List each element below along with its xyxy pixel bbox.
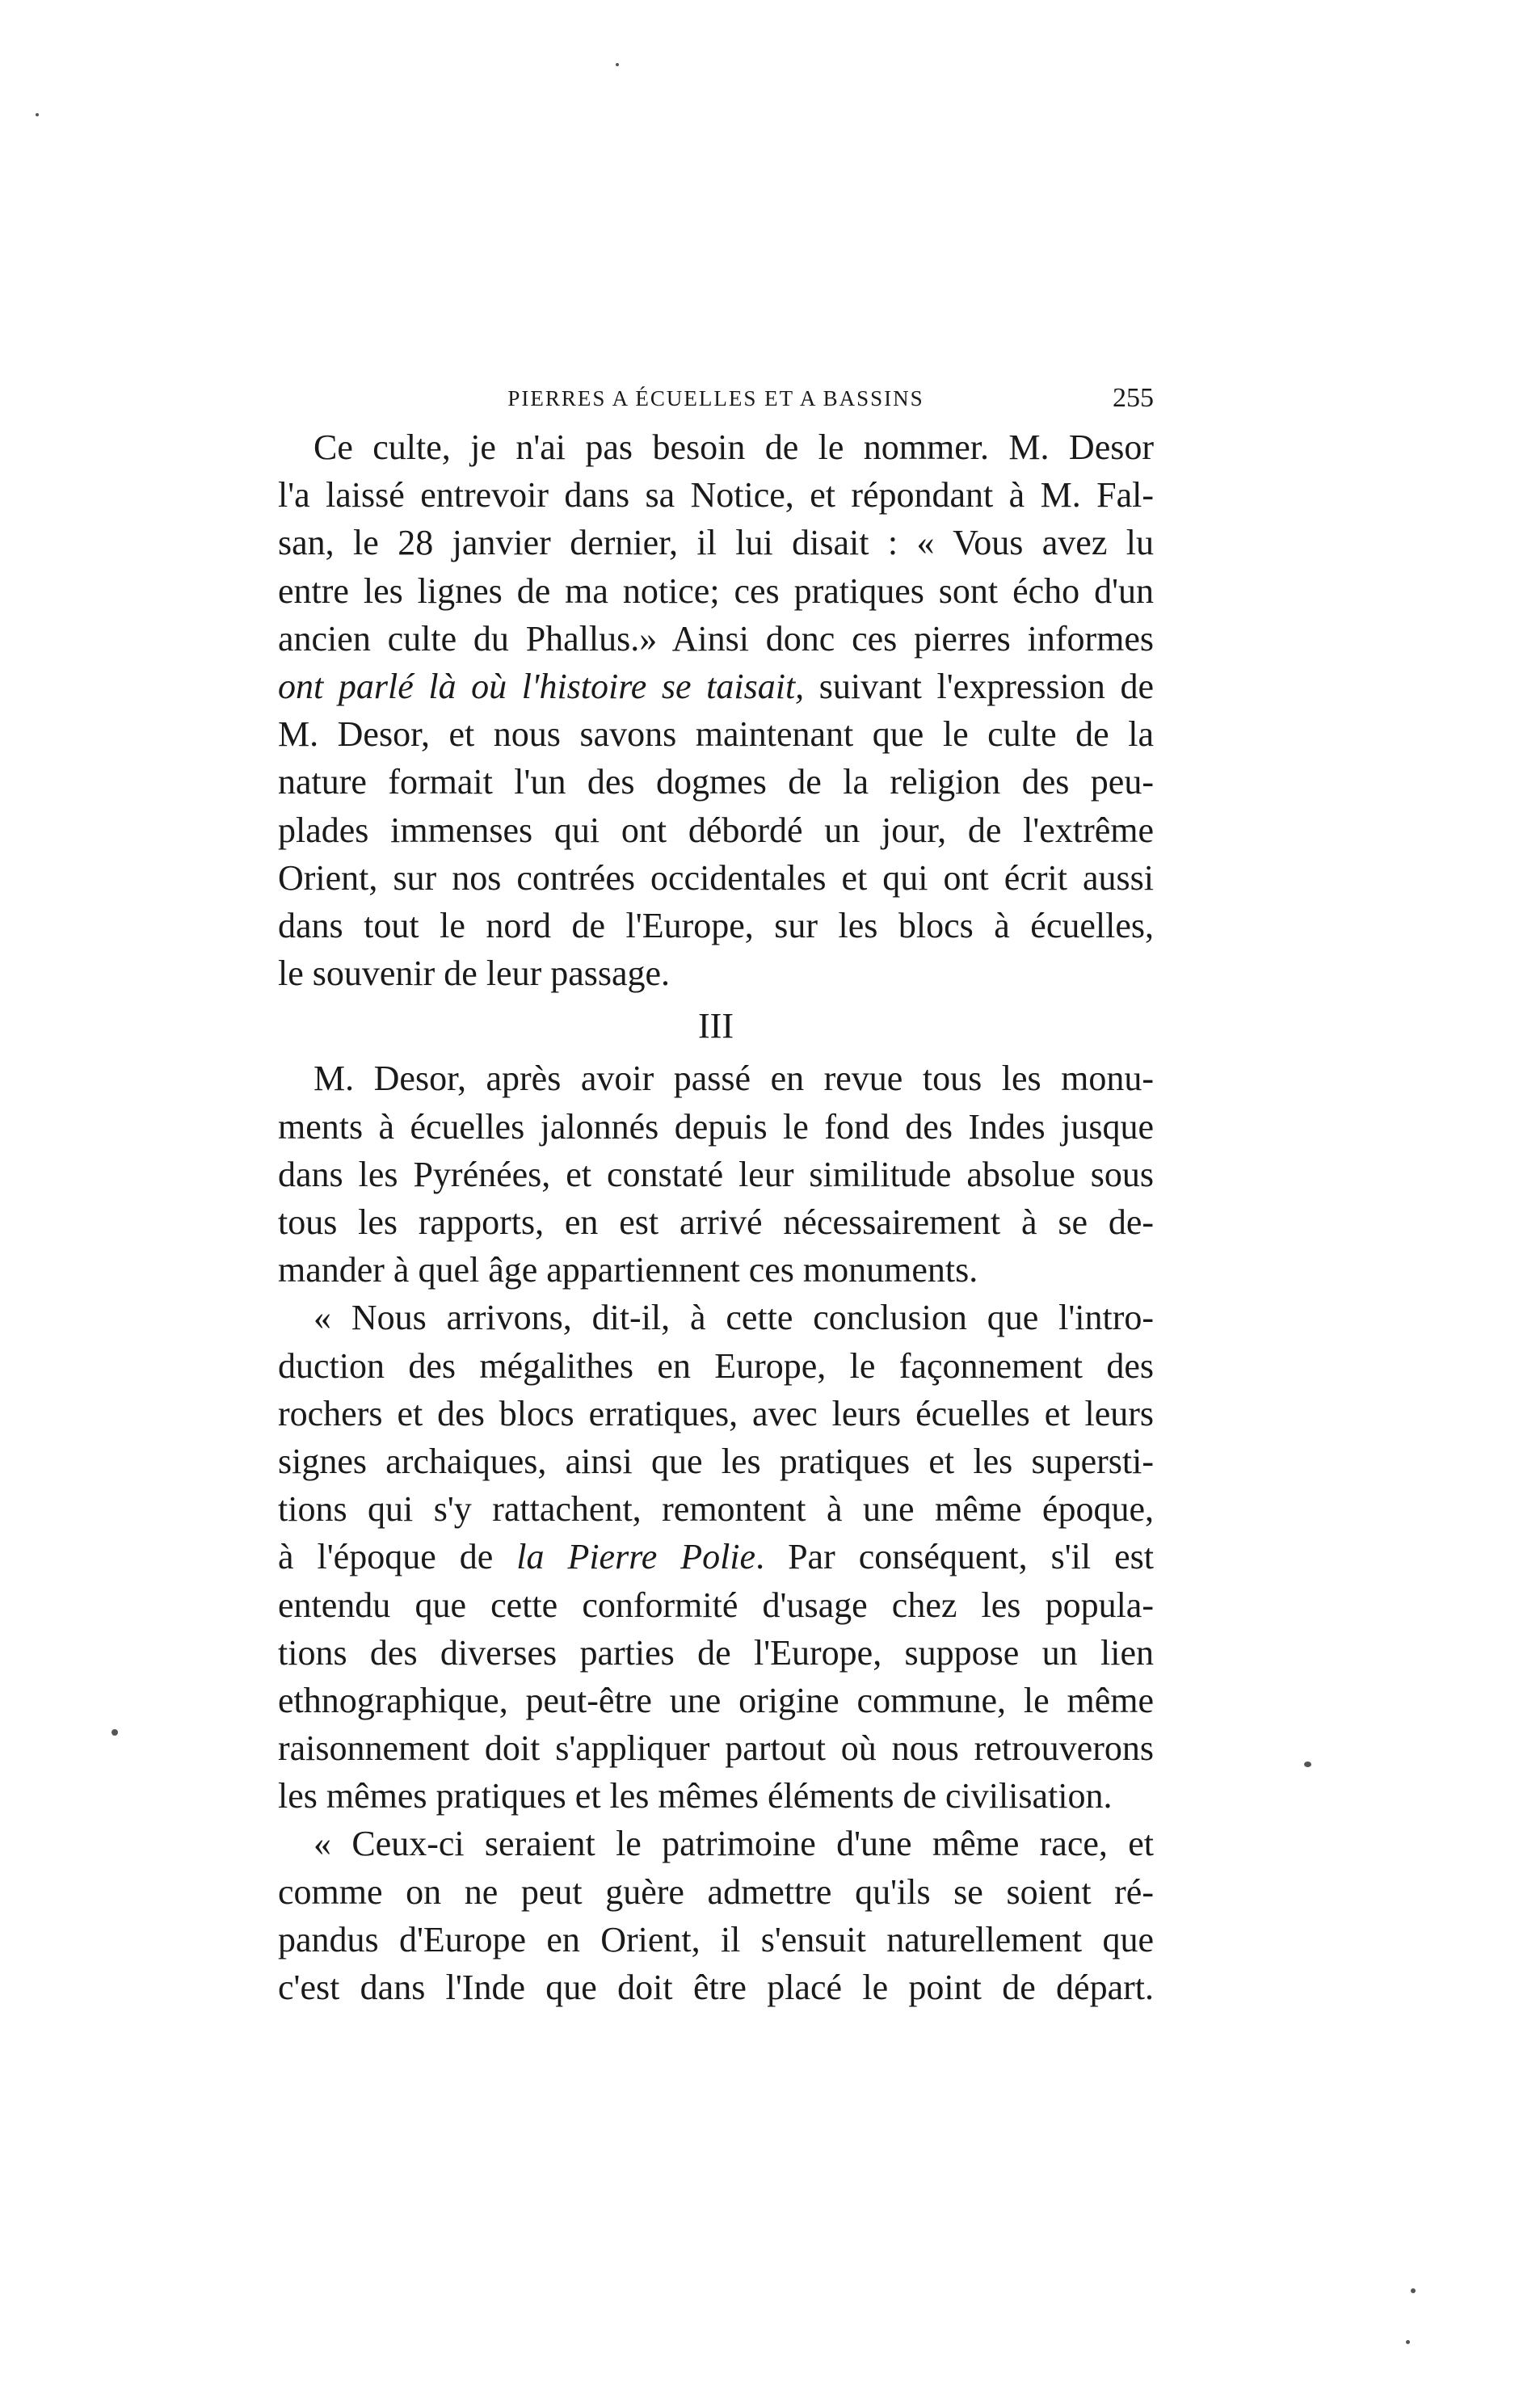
scan-speck bbox=[1304, 1762, 1311, 1767]
text-line: tions qui s'y rattachent, remontent à une même époque, bbox=[278, 1489, 1154, 1530]
text-line: pandus d'Europe en Orient, il s'ensuit naturellement que bbox=[278, 1919, 1154, 1959]
text-line: Orient, sur nos contrées occidentales et qui ont écrit aussi bbox=[278, 857, 1154, 898]
text-line: M. Desor, après avoir passé en revue tous les monu- bbox=[313, 1059, 1154, 1099]
text-line: « Ceux-ci seraient le patrimoine d'une même race, et bbox=[313, 1824, 1154, 1864]
text-line: dans tout le nord de l'Europe, sur les blocs à écuelles, bbox=[278, 905, 1154, 945]
text-line: entre les lignes de ma notice; ces pratiques sont écho d'un bbox=[278, 570, 1154, 611]
text-fragment: . Par conséquent, s'il est bbox=[755, 1537, 1154, 1577]
text-line bbox=[278, 663, 1154, 710]
text-line: entendu que cette conformité d'usage chez les popula- bbox=[278, 1585, 1154, 1625]
text-line: ethnographique, peut-être une origine commune, le même bbox=[278, 1680, 1154, 1720]
text-line: duction des mégalithes en Europe, le façonnement des bbox=[278, 1345, 1154, 1386]
text-line: les mêmes pratiques et les mêmes éléments de civilisation. bbox=[278, 1776, 1113, 1816]
text-fragment: suivant l'expression de bbox=[804, 666, 1154, 706]
text-line: mander à quel âge appartiennent ces monuments. bbox=[278, 1250, 978, 1290]
text-line: c'est dans l'Inde que doit être placé le point de départ. bbox=[278, 1968, 1154, 2007]
text-line: signes archaiques, ainsi que les pratiques et les supersti- bbox=[278, 1441, 1154, 1481]
running-title: PIERRES A ÉCUELLES ET A BASSINS bbox=[507, 386, 924, 410]
text-line: ments à écuelles jalonnés depuis le fond des Indes jusque bbox=[278, 1106, 1154, 1147]
text-line: rochers et des blocs erratiques, avec leurs écuelles et leurs bbox=[278, 1393, 1154, 1433]
italic-phrase: la Pierre Polie bbox=[516, 1537, 756, 1577]
text-line: comme on ne peut guère admettre qu'ils se soient ré- bbox=[278, 1871, 1154, 1912]
scan-speck bbox=[36, 113, 39, 116]
scan-speck bbox=[616, 63, 619, 66]
text-line: tions des diverses parties de l'Europe, suppose un lien bbox=[278, 1632, 1154, 1673]
text-line: ancien culte du Phallus.» Ainsi donc ces pierres informes bbox=[278, 618, 1154, 659]
scan-speck bbox=[1411, 2288, 1416, 2293]
text-line: san, le 28 janvier dernier, il lui disait : « Vous avez lu bbox=[278, 523, 1154, 563]
scan-speck bbox=[1406, 2340, 1410, 2344]
text-line: l'a laissé entrevoir dans sa Notice, et répondant à M. Fal- bbox=[278, 475, 1154, 516]
text-line: dans les Pyrénées, et constaté leur similitude absolue sous bbox=[278, 1154, 1154, 1194]
scan-speck bbox=[112, 1729, 118, 1736]
text-line: M. Desor, et nous savons maintenant que le culte de la bbox=[278, 714, 1154, 755]
text-line bbox=[278, 1533, 1154, 1581]
italic-phrase: ont parlé là où l'histoire se taisait, bbox=[278, 666, 805, 706]
text-line: plades immenses qui ont débordé un jour, de l'extrême bbox=[278, 810, 1154, 850]
body-text bbox=[278, 423, 1154, 2011]
section-heading: III bbox=[698, 1006, 734, 1046]
text-line: raisonnement doit s'appliquer partout où nous retrouverons bbox=[278, 1728, 1154, 1769]
text-line: tous les rapports, en est arrivé nécessairement à se de- bbox=[278, 1202, 1154, 1242]
running-head bbox=[278, 378, 1154, 419]
text-line: le souvenir de leur passage. bbox=[278, 953, 671, 994]
page-number: 255 bbox=[1113, 383, 1154, 413]
text-fragment: à l'époque de bbox=[278, 1537, 517, 1577]
text-line: nature formait l'un des dogmes de la religion des peu- bbox=[278, 762, 1154, 802]
text-line: « Nous arrivons, dit-il, à cette conclusion que l'intro- bbox=[313, 1298, 1154, 1338]
text-line: Ce culte, je n'ai pas besoin de le nommer. M. Desor bbox=[313, 427, 1154, 467]
